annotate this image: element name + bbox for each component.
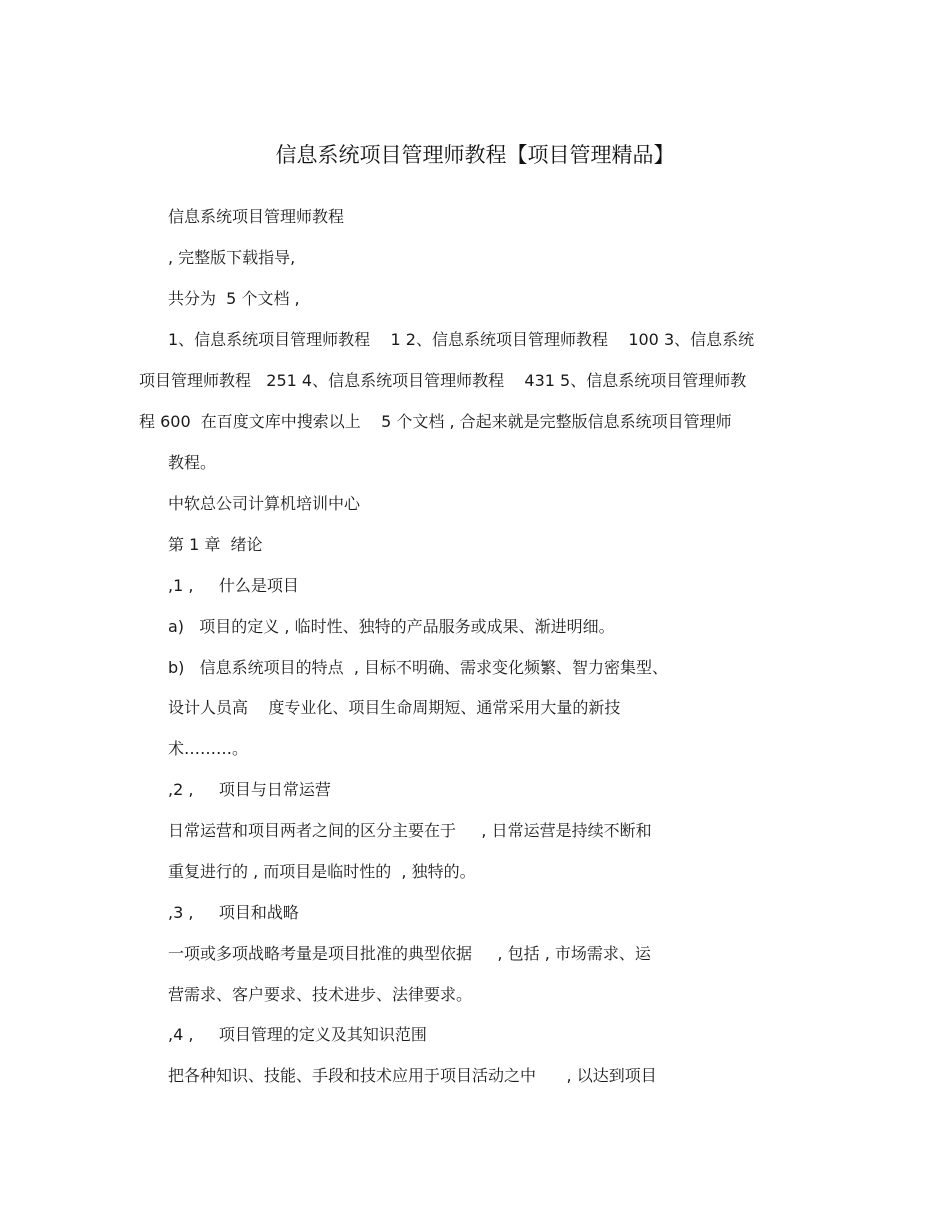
text-line-document-list-4: 教程。 [168, 453, 217, 472]
text-line-item-b: b) 信息系统项目的特点 , 目标不明确、需求变化频繁、智力密集型、 [168, 658, 669, 677]
section-heading-1: ,1 , 什么是项目 [168, 576, 299, 595]
text-line-tutorial-name: 信息系统项目管理师教程 [168, 207, 345, 226]
text-line-document-list-2: 项目管理师教程 251 4、信息系统项目管理师教程 431 5、信息系统项目管理师教 [139, 371, 747, 390]
text-line-document-count: 共分为 5 个文档 , [168, 289, 300, 308]
document-title: 信息系统项目管理师教程【项目管理精品】 [275, 143, 675, 167]
text-line-document-list-3: 程 600 在百度文库中搜索以上 5 个文档 , 合起来就是完整版信息系统项目管理师 [139, 412, 732, 431]
text-line-download-guide: , 完整版下载指导, [168, 248, 296, 267]
section-heading-3: ,3 , 项目和战略 [168, 903, 299, 922]
text-line-item-b-cont-1: 设计人员高 度专业化、项目生命周期短、通常采用大量的新技 [168, 698, 621, 717]
text-line-document-list-1: 1、信息系统项目管理师教程 1 2、信息系统项目管理师教程 100 3、信息系统 [168, 330, 755, 349]
section-heading-4: ,4 , 项目管理的定义及其知识范围 [168, 1025, 427, 1044]
text-line-operations-1: 日常运营和项目两者之间的区分主要在于 , 日常运营是持续不断和 [168, 821, 652, 840]
text-line-strategy-2: 营需求、客户要求、技术进步、法律要求。 [168, 985, 473, 1004]
text-line-strategy-1: 一项或多项战略考量是项目批准的典型依据 , 包括 , 市场需求、运 [168, 944, 651, 963]
text-line-item-a: a) 项目的定义 , 临时性、独特的产品服务或成果、渐进明细。 [168, 617, 615, 636]
section-heading-2: ,2 , 项目与日常运营 [168, 780, 331, 799]
text-line-operations-2: 重复进行的 , 而项目是临时性的 , 独特的。 [168, 862, 476, 881]
chapter-heading: 第 1 章 绪论 [168, 535, 263, 554]
text-line-organization: 中软总公司计算机培训中心 [168, 494, 361, 513]
text-line-item-b-cont-2: 术………。 [168, 739, 249, 758]
text-line-management-1: 把各种知识、技能、手段和技术应用于项目活动之中 , 以达到项目 [168, 1066, 657, 1085]
